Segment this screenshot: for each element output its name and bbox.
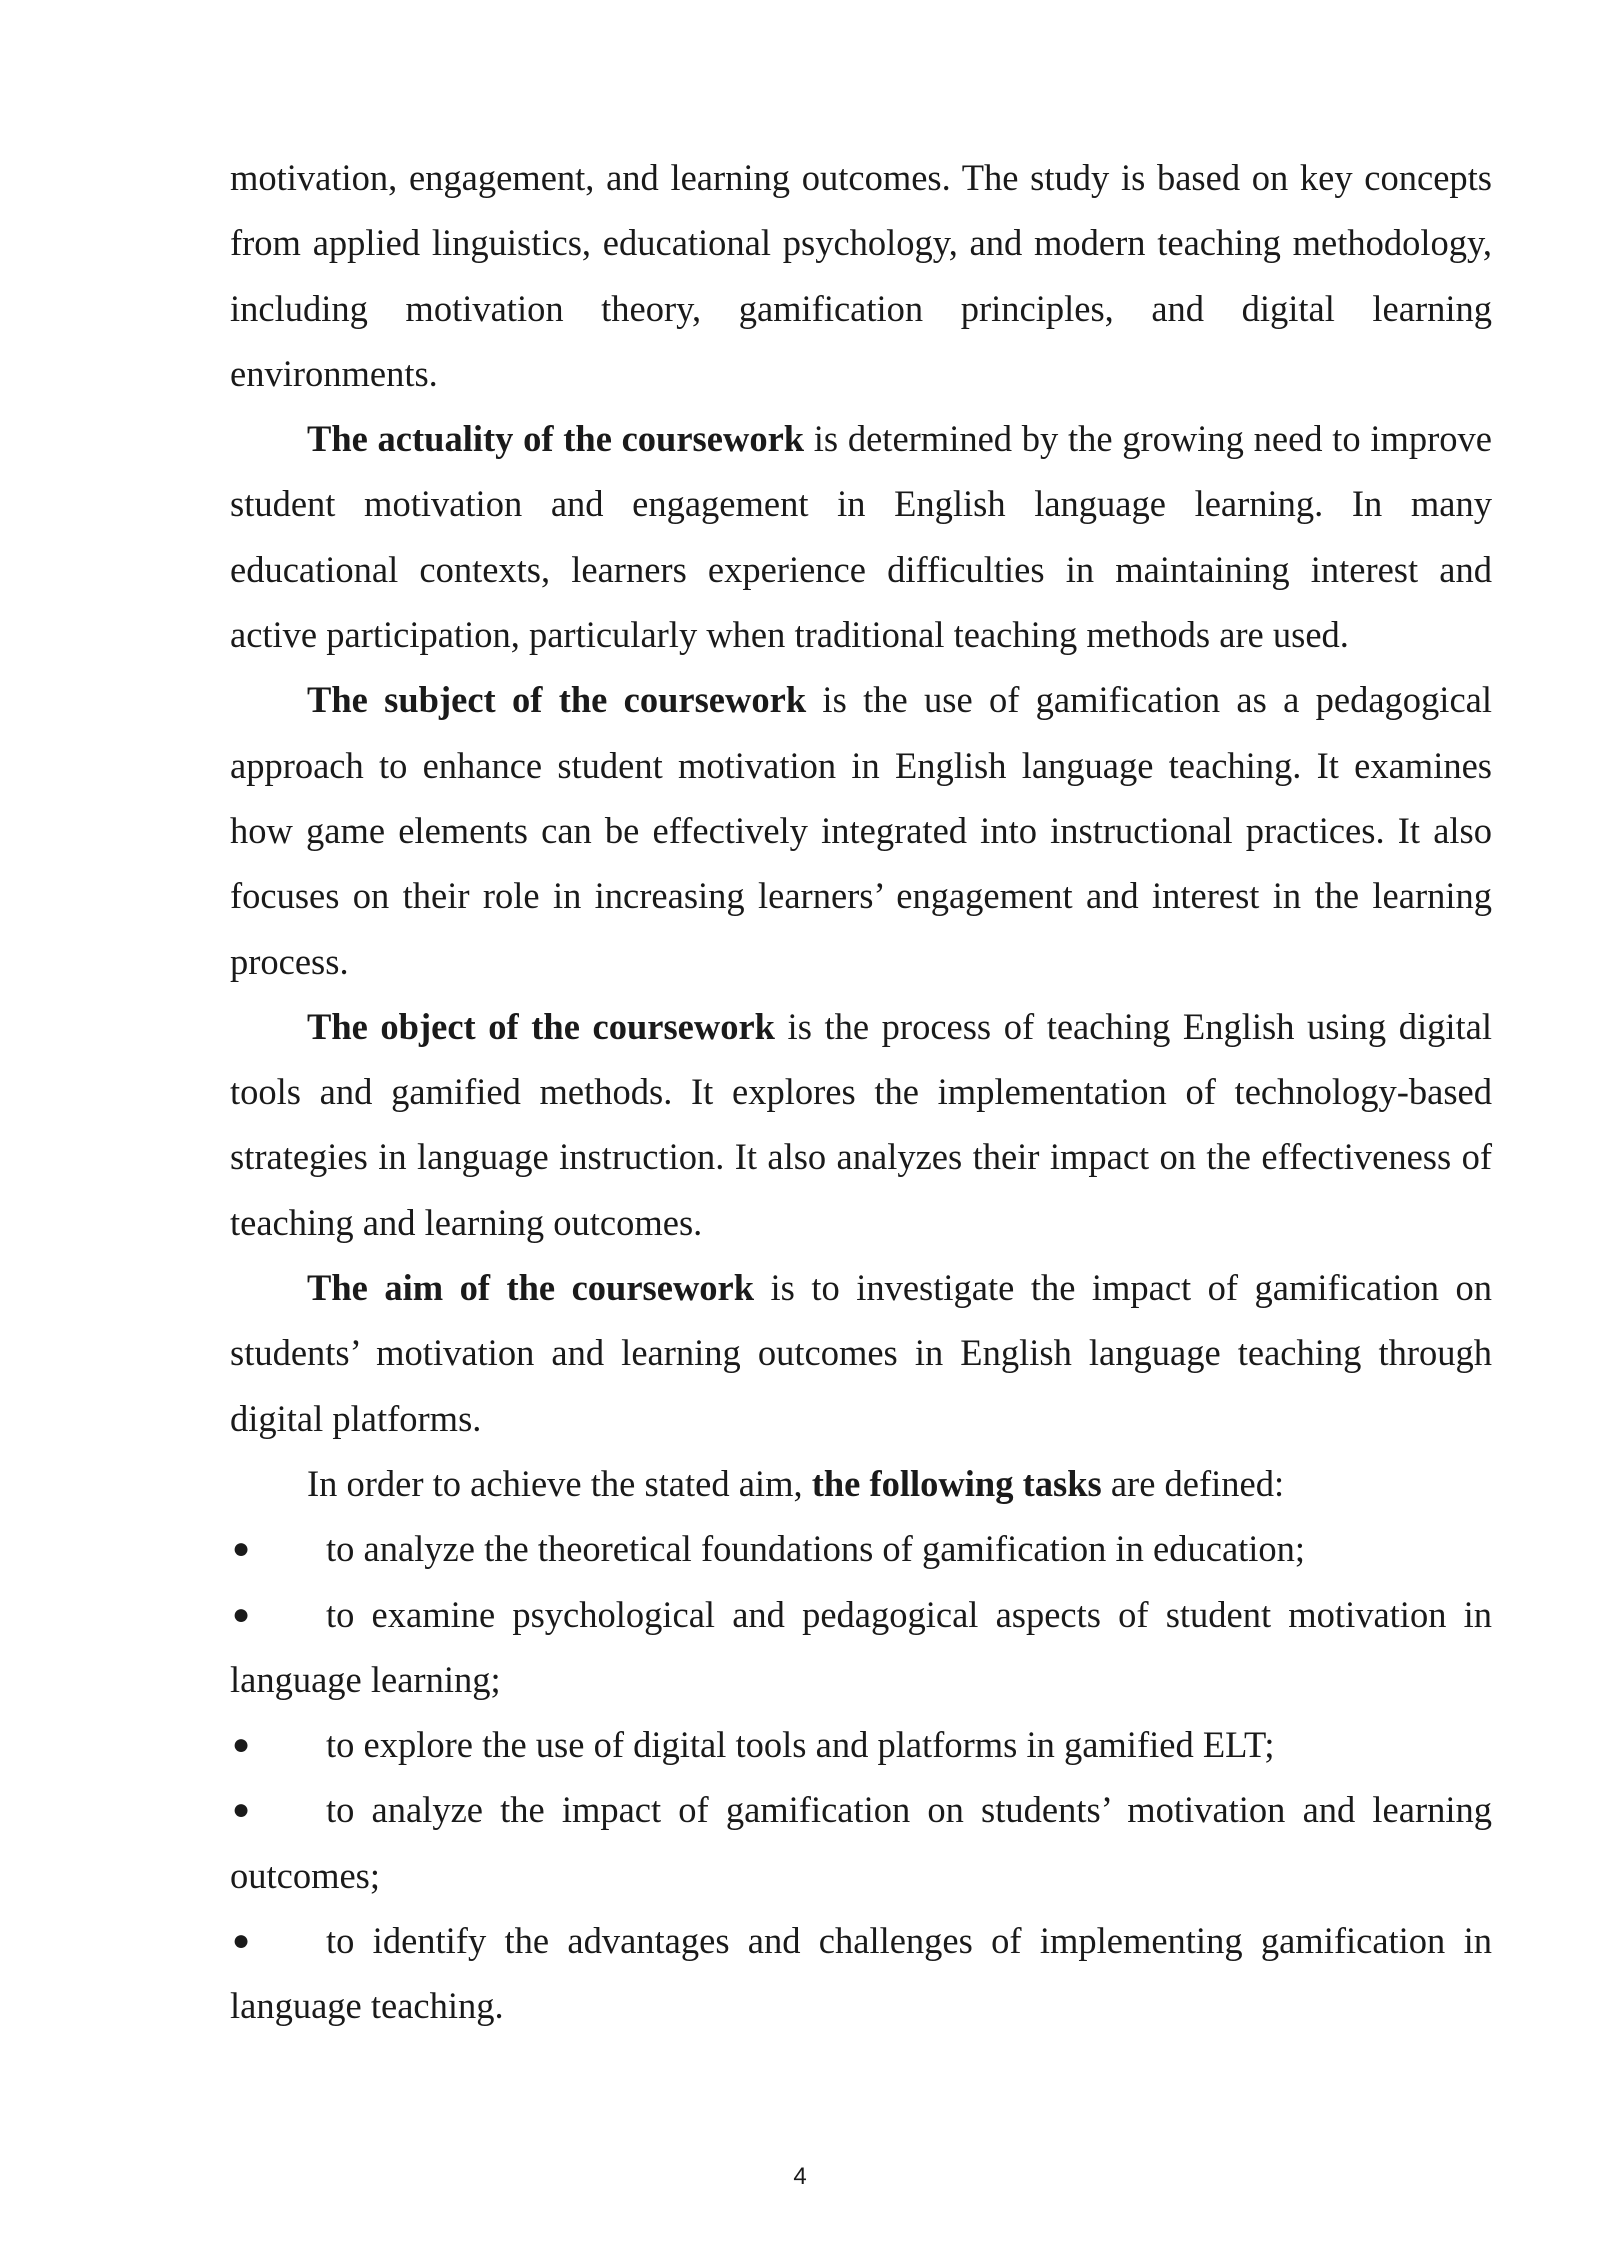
subject-paragraph [230,667,1492,993]
tasks-intro-after: are defined: [1101,1462,1285,1504]
tasks-intro-paragraph [230,1451,1492,1516]
aim-heading: The aim of the coursework [307,1267,755,1309]
object-text: is the process of teaching English using digital tools and gamified methods. It explores the implementation of technology-based strategies in language instruction. It also analyzes their impact on the effectiveness of teaching and learning outcomes. [230,1005,1492,1243]
bullet-icon: ● [232,1532,251,1566]
actuality-heading: The actuality of the coursework [307,418,805,460]
intro-text: motivation, engagement, and learning outcomes. The study is based on key concepts from applied linguistics, educational psychology, and modern teaching methodology, including motivation theory, gamification principles, and digital learning environments. [230,157,1492,394]
task-text: to explore the use of digital tools and platforms in gamified ELT; [326,1724,1275,1766]
bullet-icon: ● [232,1597,251,1631]
list-item [230,1777,1492,1908]
intro-paragraph [230,145,1492,406]
list-item [230,1908,1492,2039]
aim-text: is to investigate the impact of gamification on students’ motivation and learning outcomes in English language teaching through digital platforms. [230,1267,1492,1439]
bullet-icon: ● [232,1728,251,1762]
document-page [230,145,1492,2039]
object-heading: The object of the coursework [307,1005,775,1047]
aim-paragraph [230,1255,1492,1451]
subject-heading: The subject of the coursework [307,679,807,721]
task-text: to analyze the impact of gamification on students’ motivation and learning outcomes; [230,1789,1492,1896]
task-text: to identify the advantages and challenges of implementing gamification in language teaching. [230,1920,1492,2027]
actuality-paragraph [230,406,1492,667]
actuality-text: is determined by the growing need to improve student motivation and engagement in English language learning. In many educational contexts, learners experience difficulties in maintaining interest and active participation, particularly when traditional teaching methods are used. [230,418,1492,656]
tasks-intro-before: In order to achieve the stated aim, [307,1462,812,1504]
bullet-icon: ● [232,1793,251,1827]
list-item [230,1712,1492,1777]
page-number: 4 [793,2163,807,2190]
bullet-icon: ● [232,1924,251,1958]
list-item [230,1516,1492,1581]
subject-text: is the use of gamification as a pedagogical approach to enhance student motivation in English language teaching. It examines how game elements can be effectively integrated into instructional practices. It also focuses on their role in increasing learners’ engagement and interest in the learning process. [230,679,1492,982]
tasks-list [230,1516,1492,2038]
tasks-intro-heading: the following tasks [811,1462,1102,1504]
object-paragraph [230,994,1492,1255]
list-item [230,1582,1492,1713]
task-text: to examine psychological and pedagogical aspects of student motivation in language learning; [230,1593,1492,1700]
task-text: to analyze the theoretical foundations of gamification in education; [326,1528,1306,1570]
